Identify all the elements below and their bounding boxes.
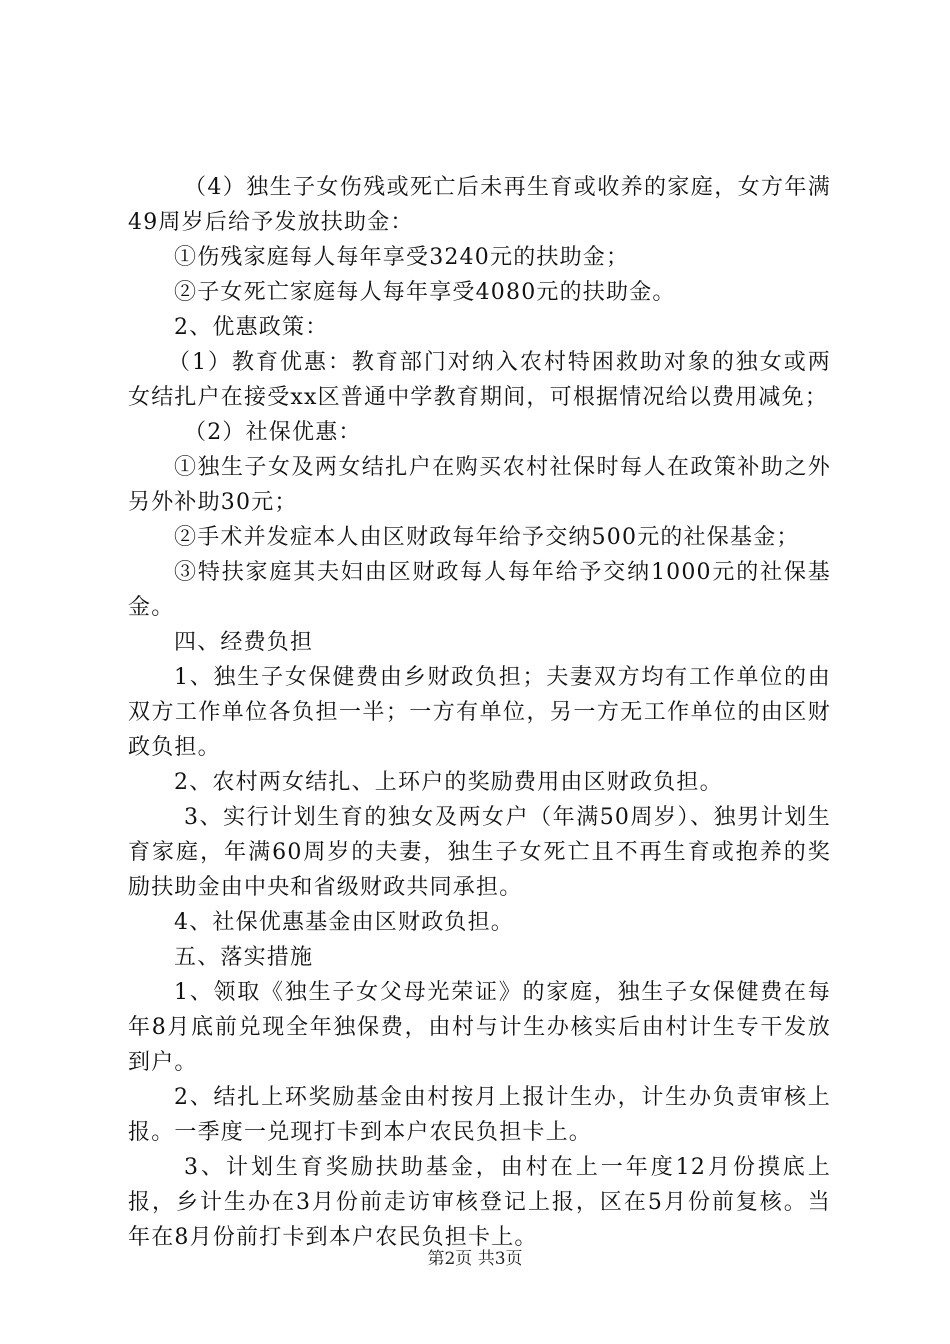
paragraph-funding-item-1: 1、独生子女保健费由乡财政负担；夫妻双方均有工作单位的由双方工作单位各负担一半；一方有单位，另一方无工作单位的由区财政负担。	[128, 665, 831, 760]
page-footer	[0, 1244, 950, 1269]
paragraph-deceased-family-subsidy: ②子女死亡家庭每人每年享受4080元的扶助金。	[174, 280, 676, 305]
paragraph-measures-item-3: 3、计划生育奖励扶助基金，由村在上一年度12月份摸底上报，乡计生办在3月份前走访审核登记上报，区在5月份前复核。当年在8月份前打卡到本户农民负担卡上。	[128, 1155, 831, 1250]
document-body	[128, 170, 831, 1255]
section-heading-measures: 五、落实措施	[174, 945, 314, 970]
paragraph-social-security-item-3: ③特扶家庭其夫妇由区财政每人每年给予交纳1000元的社保基金。	[128, 560, 831, 620]
paragraph-measures-item-2: 2、结扎上环奖励基金由村按月上报计生办，计生办负责审核上报。一季度一兑现打卡到本户农民负担卡上。	[128, 1085, 831, 1145]
paragraph-preferential-policy-heading: 2、优惠政策：	[174, 315, 329, 340]
paragraph-social-security-item-1: ①独生子女及两女结扎户在购买农村社保时每人在政策补助之外另外补助30元；	[128, 455, 831, 515]
paragraph-social-security-heading: （2）社保优惠：	[184, 420, 362, 445]
paragraph-4-disabled-or-deceased: （4）独生子女伤残或死亡后未再生育或收养的家庭，女方年满49周岁后给予发放扶助金：	[128, 175, 831, 235]
paragraph-disabled-family-subsidy: ①伤残家庭每人每年享受3240元的扶助金；	[174, 245, 630, 270]
section-heading-funding: 四、经费负担	[174, 630, 314, 655]
paragraph-measures-item-1: 1、领取《独生子女父母光荣证》的家庭，独生子女保健费在每年8月底前兑现全年独保费，由村与计生办核实后由村计生专干发放到户。	[128, 980, 831, 1075]
paragraph-education-preference: （1）教育优惠：教育部门对纳入农村特困救助对象的独女或两女结扎户在接受xx区普通中学教育期间，可根据情况给以费用减免；	[128, 350, 831, 410]
paragraph-funding-item-3: 3、实行计划生育的独女及两女户（年满50周岁）、独男计划生育家庭，年满60周岁的夫妻，独生子女死亡且不再生育或抱养的奖励扶助金由中央和省级财政共同承担。	[128, 805, 831, 900]
paragraph-funding-item-4: 4、社保优惠基金由区财政负担。	[174, 910, 514, 935]
page-number-info: 第2页 共3页	[427, 1249, 523, 1269]
paragraph-social-security-item-2: ②手术并发症本人由区财政每年给予交纳500元的社保基金；	[174, 525, 800, 550]
paragraph-funding-item-2: 2、农村两女结扎、上环户的奖励费用由区财政负担。	[174, 770, 723, 795]
